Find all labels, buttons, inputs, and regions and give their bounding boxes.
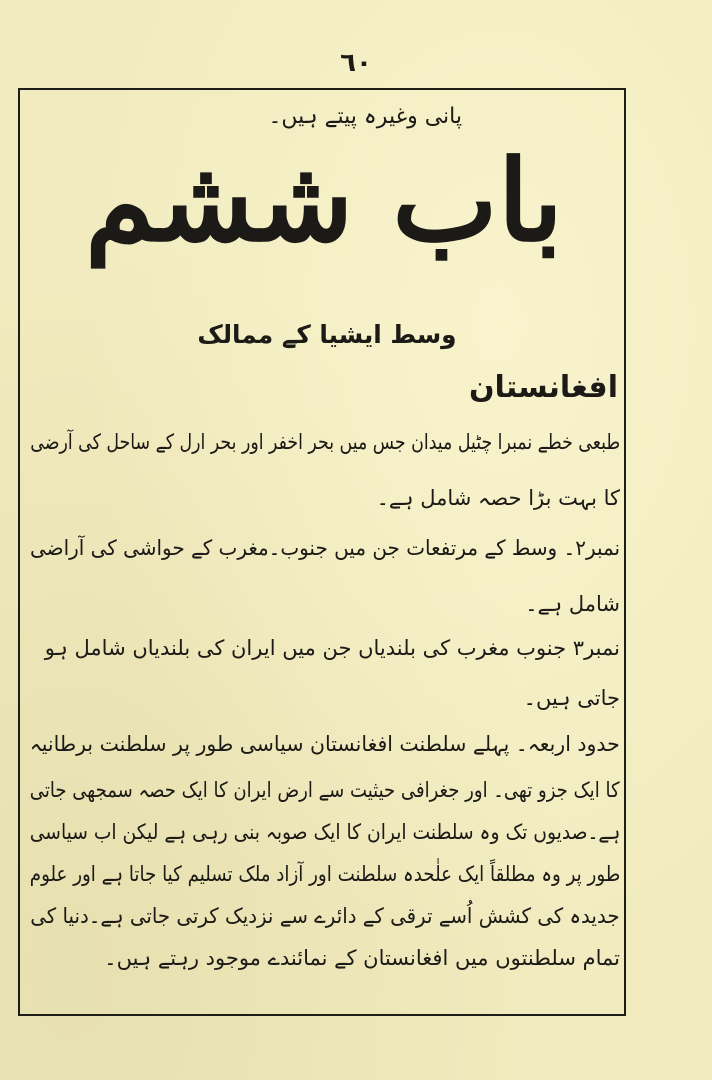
text-line: شامل ہے۔	[525, 592, 620, 616]
section-heading: افغانستان	[468, 370, 618, 405]
text-line: جدیدہ کی کشش اُسے ترقی کے دائرے سے نزدیک کرتی جاتی ہے۔دنیا کی	[30, 904, 620, 928]
text-line: حدود اربعہ۔ پہلے سلطنت افغانستان سیاسی طور پر سلطنت برطانیہ	[29, 732, 620, 756]
text-line: نمبر۲۔ وسط کے مرتفعات جن میں جنوب۔مغرب کے حواشی کی آراضی	[29, 536, 620, 560]
text-line: طور پر وہ مطلقاً ایک علٰحدہ سلطنت اور آزاد ملک تسلیم کیا جاتا ہے اور علوم	[29, 862, 620, 886]
chapter-title: باب ششم	[84, 136, 564, 267]
text-line: نمبر۳ جنوب مغرب کی بلندیاں جن میں ایران کی بلندیاں شامل ہو	[44, 636, 620, 660]
text-line: تمام سلطنتوں میں افغانستان کے نمائندے موجود رہتے ہیں۔	[104, 946, 620, 970]
text-line: طبعی خطے نمبرا چٹیل میدان جس میں بحر اخفر اور بحر ارل کے ساحل کی آرضی	[30, 430, 620, 454]
intro-line: پانی وغیرہ پیتے ہیں۔	[268, 104, 462, 129]
page-number: ٦٠	[340, 48, 372, 78]
chapter-subtitle: وسط ایشیا کے ممالک	[197, 320, 457, 349]
text-line: ہے۔صدیوں تک وہ سلطنت ایران کا ایک صوبہ بنی رہی ہے لیکن اب سیاسی	[29, 820, 620, 844]
text-line: کا ایک جزو تھی۔ اور جغرافی حیثیت سے ارض ایران کا ایک حصہ سمجھی جاتی	[30, 778, 620, 802]
text-line: کا بہت بڑا حصہ شامل ہے۔	[376, 486, 620, 510]
text-line: جاتی ہیں۔	[523, 686, 620, 710]
